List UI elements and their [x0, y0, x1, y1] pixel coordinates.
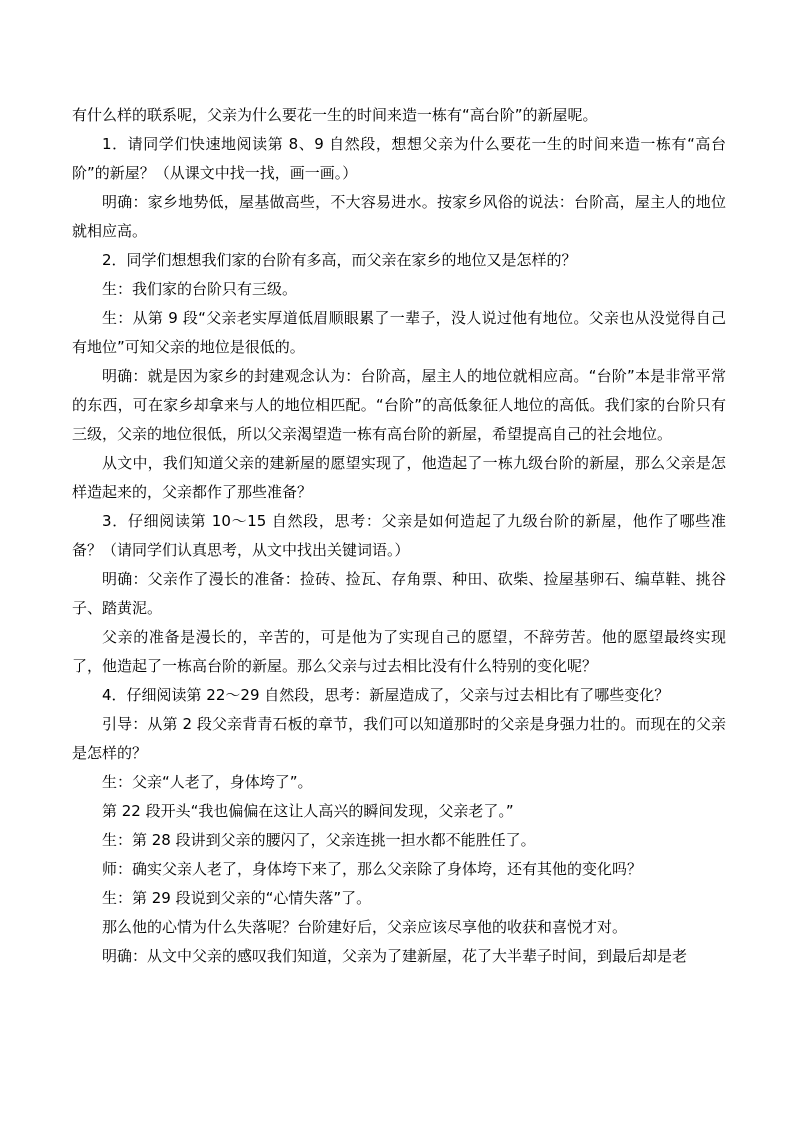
paragraph-14: 生：父亲“人老了，身体垮了”。 — [102, 773, 313, 791]
paragraph-16: 生：第 28 段讲到父亲的腰闪了，父亲连挑一担水都不能胜任了。 — [102, 831, 536, 849]
paragraph-7: 明确：就是因为家乡的封建观念认为：台阶高，屋主人的地位就相应高。“台阶”本是非常平常的东西，可在家乡却拿来与人的地位相匹配。“台阶”的高低象征人地位的高低。我们家的台阶只有三级，父亲的地位很低，所以父亲渴望造一栋有高台阶的新屋，希望提高自己的社会地位。 — [72, 367, 726, 443]
paragraph-4: 2．同学们想想我们家的台阶有多高，而父亲在家乡的地位又是怎样的？ — [102, 251, 577, 269]
paragraph-19: 那么他的心情为什么失落呢？台阶建好后，父亲应该尽享他的收获和喜悦才对。 — [102, 918, 628, 936]
paragraph-10: 明确：父亲作了漫长的准备：捡砖、捡瓦、存角票、种田、砍柴、捡屋基卵石、编草鞋、挑谷子、踏黄泥。 — [72, 570, 726, 617]
paragraph-5: 生：我们家的台阶只有三级。 — [102, 280, 298, 298]
paragraph-2: 1．请同学们快速地阅读第 8、9 自然段，想想父亲为什么要花一生的时间来造一栋有“高台阶”的新屋？（从课文中找一找，画一画。） — [72, 135, 726, 182]
paragraph-11: 父亲的准备是漫长的，辛苦的，可是他为了实现自己的愿望，不辞劳苦。他的愿望最终实现了，他造起了一栋高台阶的新屋。那么父亲与过去相比没有什么特别的变化呢？ — [72, 628, 726, 675]
paragraph-17: 师：确实父亲人老了，身体垮下来了，那么父亲除了身体垮，还有其他的变化吗？ — [102, 860, 643, 878]
paragraph-8: 从文中，我们知道父亲的建新屋的愿望实现了，他造起了一栋九级台阶的新屋，那么父亲是怎样造起来的，父亲都作了那些准备？ — [72, 454, 726, 501]
paragraph-12: 4．仔细阅读第 22～29 自然段，思考：新屋造成了，父亲与过去相比有了哪些变化？ — [102, 686, 670, 704]
paragraph-13: 引导：从第 2 段父亲背青石板的章节，我们可以知道那时的父亲是身强力壮的。而现在的父亲是怎样的？ — [72, 715, 726, 762]
paragraph-18: 生：第 29 段说到父亲的“心情失落”了。 — [102, 889, 372, 907]
paragraph-15: 第 22 段开头“我也偏偏在这让人高兴的瞬间发现，父亲老了。” — [102, 802, 514, 820]
paragraph-9: 3．仔细阅读第 10～15 自然段，思考：父亲是如何造起了九级台阶的新屋，他作了哪些准备？（请同学们认真思考，从文中找出关键词语。） — [72, 512, 726, 559]
paragraph-3: 明确：家乡地势低，屋基做高些，不大容易进水。按家乡风俗的说法：台阶高，屋主人的地位就相应高。 — [72, 193, 726, 240]
paragraph-20: 明确：从文中父亲的感叹我们知道，父亲为了建新屋，花了大半辈子时间，到最后却是老 — [102, 947, 688, 965]
document-body — [72, 101, 726, 971]
paragraph-6: 生：从第 9 段“父亲老实厚道低眉顺眼累了一辈子，没人说过他有地位。父亲也从没觉得自己有地位”可知父亲的地位是很低的。 — [72, 309, 726, 356]
paragraph-1: 有什么样的联系呢，父亲为什么要花一生的时间来造一栋有“高台阶”的新屋呢。 — [72, 106, 598, 124]
